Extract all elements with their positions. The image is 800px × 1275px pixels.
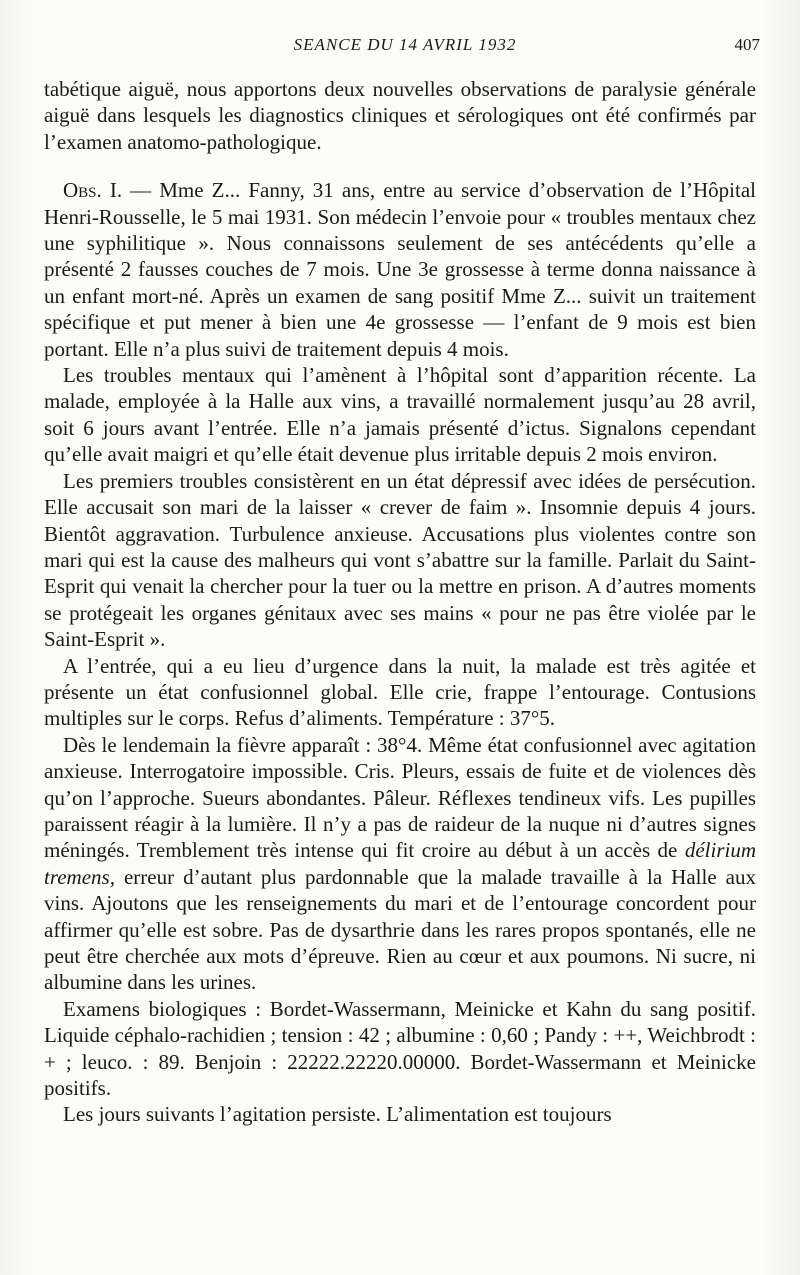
page-header	[50, 33, 760, 59]
paragraph-lendemain-part-b: erreur d’autant plus pardonnable que la malade travaille à la Halle aux vins. Ajoutons que les renseignements du mari et de l’entourage concordent pour affirmer qu’elle est sobre. Pas de dysarthrie dans les rares propos spontanés, elle ne peut être cherchée aux mots d’épreuve. Rien au cœur et aux poumons. Ni sucre, ni albumine dans les urines.	[44, 864, 756, 995]
paragraph-lendemain-part-a: Dès le lendemain la fièvre apparaît : 38°4. Même état confusionnel avec agitation anxieuse. Interrogatoire impossible. Cris. Pleurs, essais de fuite et de violences dès qu’on l’approche. Sueurs abondantes. Pâleur. Réflexes tendineux vifs. Les pupilles paraissent réagir à la lumière. Il n’y a pas de raideur de la nuque ni d’autres signes méningés. Tremblement très intense qui fit croire au début à un accès de	[44, 732, 756, 863]
observation-text: — Mme Z... Fanny, 31 ans, entre au service d’observation de l’Hôpital Henri-Rousselle, le 5 mai 1931. Son médecin l’envoie pour « troubles mentaux chez une syphilitique ». Nous connaissons seulement de ses antécédents qu’elle a présenté 2 fausses couches de 7 mois. Une 3e grossesse à terme donna naissance à un enfant mort-né. Après un examen de sang positif Mme Z... suivit un traitement spécifique et put mener à bien une 4e grossesse — l’enfant de 9 mois est bien portant. Elle n’a plus suivi de traitement depuis 4 mois.	[44, 178, 756, 361]
paragraph-continuation: tabétique aiguë, nous apportons deux nouvelles observations de paralysie générale aiguë dans lesquels les diagnostics cliniques et sérologiques ont été confirmés par l’examen anatomo-pathologique.	[44, 77, 756, 154]
paragraph-observation-1	[44, 177, 756, 362]
paragraph-jours-suivants: Les jours suivants l’agitation persiste. L’alimentation est toujours	[63, 1102, 612, 1127]
running-title: SEANCE DU 14 AVRIL 1932	[293, 35, 517, 54]
page-number: 407	[734, 35, 760, 54]
italic-term: délirium tremens,	[44, 838, 756, 889]
paragraph-lendemain	[44, 732, 756, 996]
paragraph-examens-biologiques: Examens biologiques : Bordet-Wassermann, Meinicke et Kahn du sang positif. Liquide céphalo-rachidien ; tension : 42 ; albumine : 0,60 ; Pandy : ++, Weichbrodt : + ; leuco. : 89. Benjoin : 22222.22220.00000. Bordet-Wassermann et Meinicke positifs.	[44, 996, 756, 1101]
observation-label: Obs. I.	[63, 178, 123, 203]
body-text	[44, 76, 756, 1128]
paragraph-entree: A l’entrée, qui a eu lieu d’urgence dans la nuit, la malade est très agitée et présente un état confusionnel global. Elle crie, frappe l’entourage. Contusions multiples sur le corps. Refus d’aliments. Température : 37°5.	[44, 653, 756, 731]
paragraph-troubles-mentaux: Les troubles mentaux qui l’amènent à l’hôpital sont d’apparition récente. La malade, employée à la Halle aux vins, a travaillé normalement jusqu’au 28 avril, soit 6 jours avant l’entrée. Elle n’a jamais présenté d’ictus. Signalons cependant qu’elle avait maigri et qu’elle était devenue plus irritable depuis 2 mois environ.	[44, 363, 756, 467]
paragraph-premiers-troubles: Les premiers troubles consistèrent en un état dépressif avec idées de persécution. Elle accusait son mari de la laisser « crever de faim ». Insomnie depuis 4 jours. Bientôt aggravation. Turbulence anxieuse. Accusations plus violentes contre son mari qui est la cause des malheurs qui vont s’abattre sur la famille. Parlait du Saint-Esprit qui venait la chercher pour la tuer ou la mettre en prison. A d’autres moments se protégeait les organes génitaux avec ses mains « pour ne pas être violée par le Saint-Esprit ».	[44, 468, 756, 652]
